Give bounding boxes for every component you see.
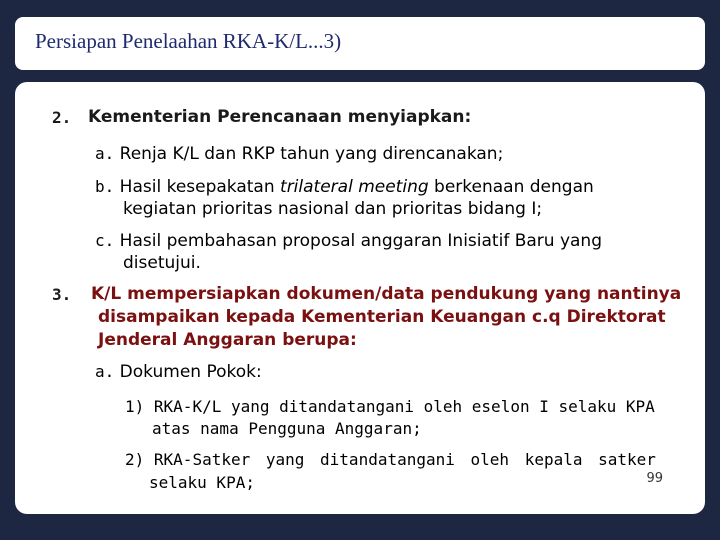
item-2b-text-em: trilateral meeting	[280, 177, 429, 197]
item-3-heading-line2: disampaikan kepada Kementerian Keuangan c.q Direktorat	[98, 307, 666, 327]
item-3a-letter: a.	[95, 362, 115, 381]
item-2c-letter: c.	[95, 231, 115, 250]
item-3a-2-text: RKA-Satker yang ditandatangani oleh kepala satker	[153, 450, 656, 469]
item-3a-1-line2: atas nama Pengguna Anggaran;	[152, 419, 422, 438]
item-2a-text: Renja K/L dan RKP tahun yang direncanakan;	[119, 144, 504, 164]
item-3a-2	[125, 448, 656, 471]
item-3-number: 3.	[52, 285, 72, 304]
item-3-heading-line3: Jenderal Anggaran berupa:	[98, 330, 357, 350]
item-2-number: 2.	[52, 108, 72, 127]
item-3a-1-text: RKA-K/L yang ditandatangani oleh eselon I selaku KPA	[153, 397, 655, 416]
item-3-heading-line1: K/L mempersiapkan dokumen/data pendukung yang nantinya	[91, 284, 682, 304]
item-2b-line2: kegiatan prioritas nasional dan prioritas bidang I;	[123, 199, 543, 219]
item-3a-2-marker: 2)	[125, 450, 145, 469]
title-bar	[15, 17, 705, 70]
item-3a-1	[125, 395, 655, 418]
item-3a-1-marker: 1)	[125, 397, 145, 416]
item-2c	[95, 229, 602, 253]
item-2b-letter: b.	[95, 177, 115, 196]
item-3a	[95, 360, 262, 384]
item-3a-2-line2: selaku KPA;	[149, 473, 255, 492]
item-3a-text: Dokumen Pokok:	[119, 362, 262, 382]
item-2-heading: Kementerian Perencanaan menyiapkan:	[88, 107, 472, 127]
item-2b	[95, 175, 594, 199]
item-2b-text-pre: Hasil kesepakatan	[119, 177, 281, 197]
page-number: 99	[646, 471, 663, 486]
slide-title: Persiapan Penelaahan RKA-K/L...3)	[35, 29, 342, 53]
item-2c-text: Hasil pembahasan proposal anggaran Inisiatif Baru yang	[119, 231, 602, 251]
item-2b-text-post: berkenaan dengan	[428, 177, 594, 197]
item-2a	[95, 142, 503, 166]
item-2a-letter: a.	[95, 144, 115, 163]
content-panel	[15, 82, 705, 514]
item-2c-line2: disetujui.	[123, 253, 201, 273]
